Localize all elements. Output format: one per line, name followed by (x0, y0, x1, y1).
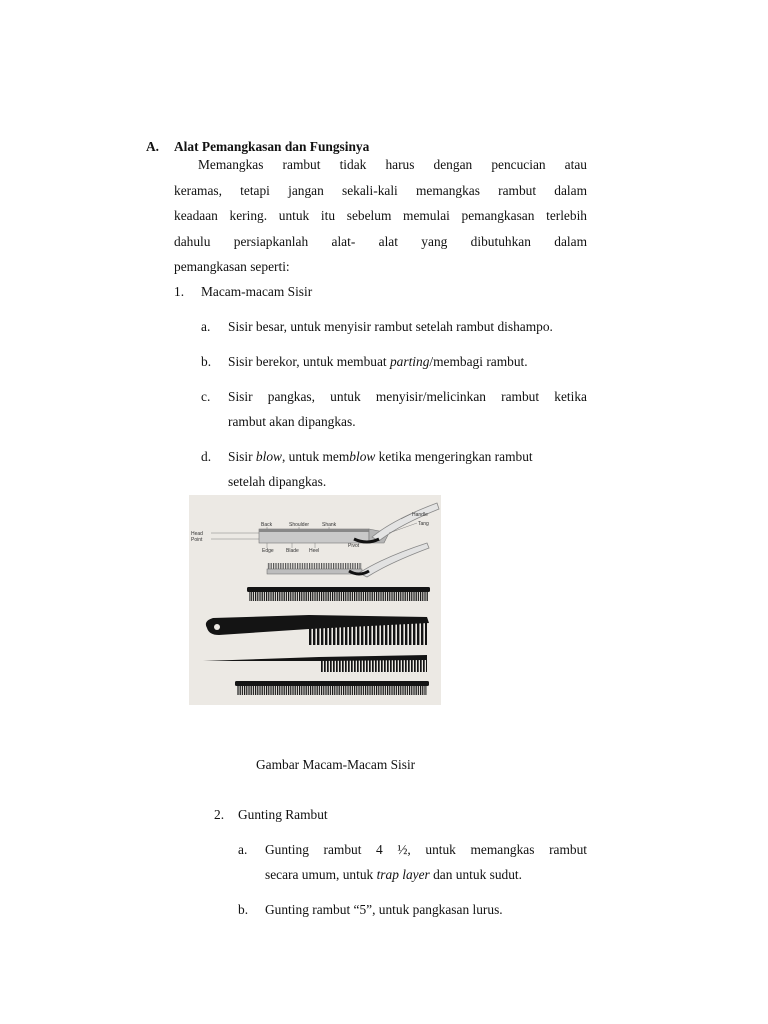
item1-a-marker: a. (201, 319, 211, 334)
large-handle-comb-icon (206, 615, 429, 645)
item1-d-emphasis-2: blow (349, 449, 376, 464)
label-point: Point (191, 537, 203, 543)
label-blade: Blade (286, 548, 299, 554)
label-pivot: Pivot (348, 543, 360, 549)
item1-c-marker: c. (201, 389, 211, 404)
item1-d-emphasis-1: blow (255, 449, 282, 464)
cutting-comb-icon (247, 587, 430, 601)
intro-line-2: keramas, tetapi jangan sekali-kali memangkas rambut dalam (174, 183, 587, 198)
item1-title: Macam-macam Sisir (201, 284, 313, 299)
intro-line-4: dahulu persiapkanlah alat- alat yang dibutuhkan dalam (174, 234, 587, 249)
label-edge: Edge (262, 548, 274, 554)
intro-line-3: keadaan kering. untuk itu sebelum memulai pemangkasan terlebih (174, 208, 587, 223)
item1-number: 1. (174, 284, 185, 299)
item1-d-line-2: setelah dipangkas. (228, 474, 327, 489)
figure-caption: Gambar Macam-Macam Sisir (256, 757, 416, 772)
item1-d-line-1: Sisir blow, untuk memblow ketika mengeringkan rambut (228, 449, 533, 464)
intro-line-5: pemangkasan seperti: (174, 259, 290, 274)
label-head: Head (191, 531, 203, 537)
item2-a-emphasis: trap layer (376, 867, 430, 882)
item2-a-line-2: secara umum, untuk trap layer dan untuk sudut. (265, 867, 522, 882)
item1-c-line-1: Sisir pangkas, untuk menyisir/melicinkan rambut ketika (228, 389, 587, 404)
section-letter: A. (146, 139, 160, 154)
label-heel: Heel (309, 548, 320, 554)
label-shoulder: Shoulder (289, 522, 310, 528)
intro-line-1: Memangkas rambut tidak harus dengan pencucian atau (198, 157, 587, 172)
item2-title: Gunting Rambut (238, 807, 328, 822)
tail-comb-icon (203, 655, 427, 672)
comb-razor-photo (189, 495, 441, 705)
section-title: Alat Pemangkasan dan Fungsinya (174, 139, 370, 154)
blow-comb-icon (235, 681, 429, 695)
item1-b-text: Sisir berekor, untuk membuat parting/membagi rambut. (228, 354, 528, 369)
item2-a-marker: a. (238, 842, 248, 857)
item2-a-line-1: Gunting rambut 4 ½, untuk memangkas rambut (265, 842, 587, 857)
label-back: Back (261, 522, 273, 528)
item1-b-emphasis: parting (389, 354, 430, 369)
item2-number: 2. (214, 807, 225, 822)
item1-d-marker: d. (201, 449, 212, 464)
label-tang: Tang (418, 521, 429, 527)
label-shank: Shank (322, 522, 337, 528)
item2-b-marker: b. (238, 902, 249, 917)
item1-b-marker: b. (201, 354, 212, 369)
item2-b-text: Gunting rambut “5”, untuk pangkasan lurus. (265, 902, 503, 917)
item1-a-text: Sisir besar, untuk menyisir rambut setelah rambut dishampo. (228, 319, 553, 334)
label-handle: Handle (412, 512, 428, 518)
item1-c-line-2: rambut akan dipangkas. (228, 414, 356, 429)
razor-icon (259, 503, 439, 543)
